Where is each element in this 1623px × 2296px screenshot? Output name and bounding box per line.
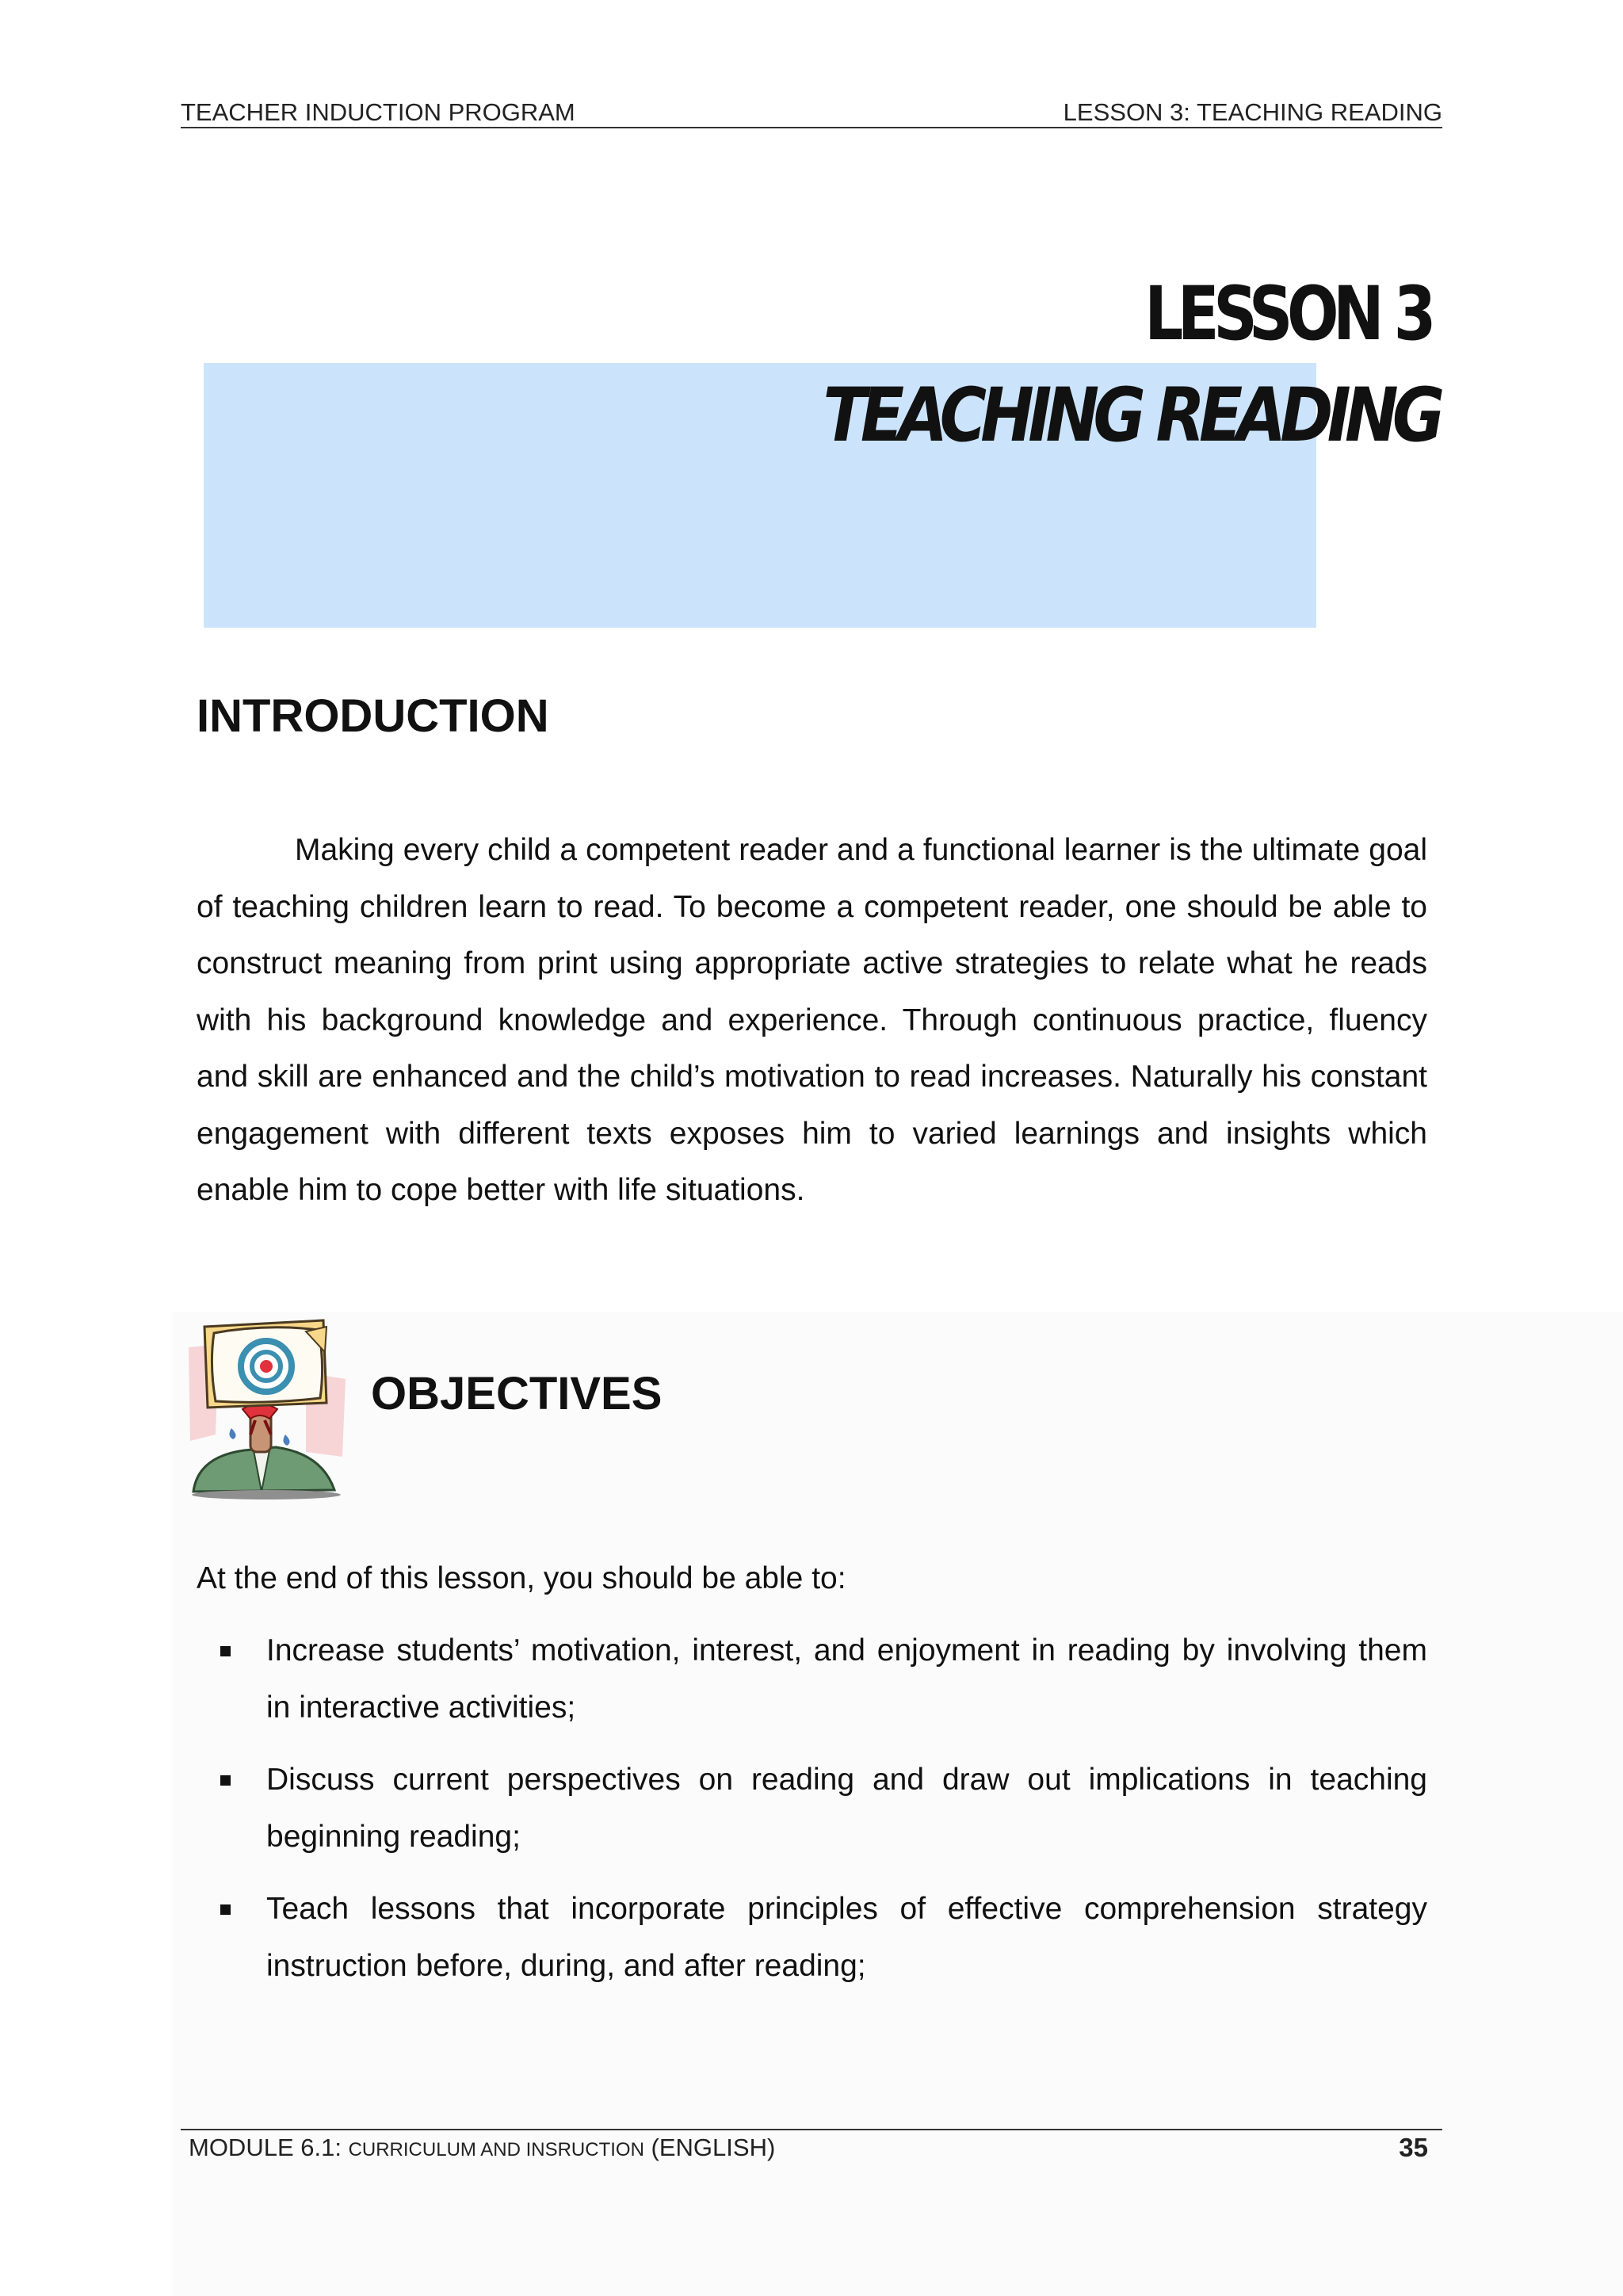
objective-text: Discuss current perspectives on reading and draw out implications in teaching beginning reading; xyxy=(266,1763,1427,1854)
objective-text: Increase students’ motivation, interest, and enjoyment in reading by involving them in interactive activities; xyxy=(266,1633,1427,1725)
introduction-paragraph: Making every child a competent reader and a functional learner is the ultimate goal of teaching children learn to read. To become a competent reader, one should be able to construct meaning from print using appropriate active strategies to relate what he reads with his background knowledge and experience. Through continuous practice, fluency and skill are enhanced and the child’s motivation to read increases. Naturally his constant engagement with different texts exposes him to varied learnings and insights which enable him to cope better with life situations. xyxy=(197,833,1427,1207)
running-header-left: TEACHER INDUCTION PROGRAM xyxy=(181,98,575,126)
page-number: 35 xyxy=(1399,2133,1428,2162)
header-divider xyxy=(181,127,1442,128)
objectives-heading: OBJECTIVES xyxy=(371,1368,663,1419)
objective-text: Teach lessons that incorporate principles of effective comprehension strategy instruction before, during, and after reading; xyxy=(266,1892,1427,1983)
target-sign-person-icon xyxy=(187,1316,350,1501)
lesson-number: LESSON 3 xyxy=(1144,271,1430,357)
introduction-heading: INTRODUCTION xyxy=(197,690,549,742)
objectives-intro: At the end of this lesson, you should be able to: xyxy=(197,1561,846,1595)
list-item xyxy=(197,1881,1427,1994)
objectives-list xyxy=(197,1622,1427,2010)
footer-divider xyxy=(181,2129,1442,2130)
list-item xyxy=(197,1622,1427,1736)
module-course: CURRICULUM AND INSRUCTION xyxy=(348,2139,644,2160)
square-bullet-icon xyxy=(220,1775,231,1786)
running-footer-module xyxy=(189,2134,775,2162)
square-bullet-icon xyxy=(220,1646,231,1656)
square-bullet-icon xyxy=(220,1904,231,1915)
module-prefix: MODULE 6.1: xyxy=(189,2134,349,2161)
running-header-right: LESSON 3: TEACHING READING xyxy=(1063,98,1442,126)
lesson-title: TEACHING READING xyxy=(823,372,1439,459)
module-subject: (ENGLISH) xyxy=(643,2134,776,2161)
list-item xyxy=(197,1752,1427,1865)
